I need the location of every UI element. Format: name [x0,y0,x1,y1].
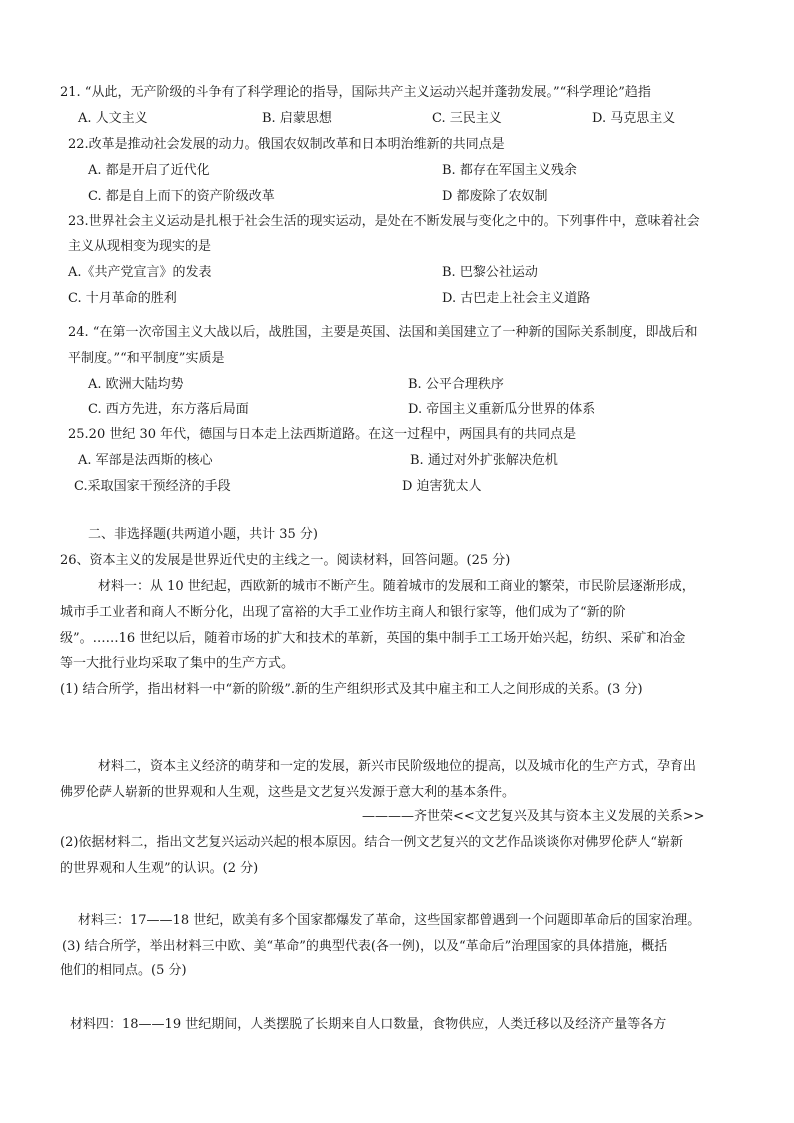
q23-option-d: D. 古巴走上社会主义道路 [442,291,591,306]
q22-option-b: B. 都存在军国主义残余 [442,163,577,178]
q21-option-c: C. 三民主义 [432,111,502,126]
material-2-line1: 材料二，资本主义经济的萌芽和一定的发展，新兴市民阶级地位的提高，以及城市化的生产方式，孕育出 [98,759,697,774]
q23-option-b: B. 巴黎公社运动 [442,265,538,280]
q21-stem: 21. “从此，无产阶级的斗争有了科学理论的指导，国际共产主义运动兴起并蓬勃发展。”“科学理论”趋指 [60,85,651,100]
material-2-source: ————齐世荣<<文艺复兴及其与资本主义发展的关系>> [362,809,705,824]
q21-option-b: B. 启蒙思想 [262,111,332,126]
q25-option-d: D 迫害犹太人 [402,479,482,494]
q22-option-a: A. 都是开启了近代化 [88,163,210,178]
material-1-line4: 等一大批行业均采取了集中的生产方式。 [60,656,295,671]
sub-question-3-line2: 他们的相同点。(5 分) [60,963,187,978]
q24-option-d: D. 帝国主义重新瓜分世界的体系 [408,402,596,417]
material-1-line2: 城市手工业者和商人不断分化，出现了富裕的大手工业作坊主商人和银行家等，他们成为了“新的阶 [60,605,626,620]
q24-stem-line2: 平制度。”“和平制度”实质是 [68,351,225,366]
q22-option-c: C. 都是自上而下的资产阶级改革 [88,189,275,204]
q24-option-c: C. 西方先进，东方落后局面 [88,402,249,417]
q23-stem-line2: 主义从现相变为现实的是 [68,239,212,254]
material-4: 材料四：18——19 世纪期间，人类摆脱了长期来自人口数量，食物供应，人类迁移以及经济产量等各方 [70,1017,667,1032]
q26-stem: 26、资本主义的发展是世界近代史的主线之一。阅读材料，回答问题。(25 分) [60,553,511,568]
material-1-line3: 级”。……16 世纪以后，随着市场的扩大和技术的革新，英国的集中制手工工场开始兴起，纺织、采矿和冶金 [60,631,686,646]
q21-option-a: A. 人文主义 [78,111,148,126]
q25-option-b: B. 通过对外扩张解决危机 [410,453,558,468]
material-1-line1: 材料一：从 10 世纪起，西欧新的城市不断产生。随着城市的发展和工商业的繁荣，市民阶层逐渐形成， [98,579,695,594]
q24-stem-line1: 24. “在第一次帝国主义大战以后，战胜国，主要是英国、法国和美国建立了一种新的国际关系制度，即战后和 [68,325,698,340]
sub-question-2-line2: 的世界观和人生观”的认识。(2 分) [60,861,259,876]
sub-question-1: (1) 结合所学，指出材料一中“新的阶级”.新的生产组织形式及其中雇主和工人之间形成的关系。(3 分) [60,682,643,697]
sub-question-3-line1: (3) 结合所学，举出材料三中欧、美“革命”的典型代表(各一例)，以及“革命后”治理国家的具体措施，概括 [62,939,668,954]
q23-option-a: A.《共产党宣言》的发表 [68,265,212,280]
q25-option-c: C.采取国家干预经济的手段 [74,479,231,494]
q23-stem-line1: 23.世界社会主义运动是扎根于社会生活的现实运动，是处在不断发展与变化之中的。下列事件中，意味着社会 [68,214,700,229]
q25-stem: 25.20 世纪 30 年代，德国与日本走上法西斯道路。在这一过程中，两国具有的共同点是 [68,427,577,442]
q22-stem: 22.改革是推动社会发展的动力。俄国农奴制改革和日本明治维新的共同点是 [68,137,505,152]
q23-option-c: C. 十月革命的胜利 [68,291,177,306]
material-3: 材料三：17——18 世纪，欧美有多个国家都爆发了革命，这些国家都曾遇到一个问题即革命后的国家治理。 [78,913,701,928]
material-2-line2: 佛罗伦萨人崭新的世界观和人生观，这些是文艺复兴发源于意大利的基本条件。 [60,785,516,800]
q24-option-b: B. 公平合理秩序 [408,377,504,392]
sub-question-2-line1: (2)依据材料二，指出文艺复兴运动兴起的根本原因。结合一例文艺复兴的文艺作品谈谈你对佛罗伦萨人“崭新 [60,835,684,850]
q22-option-d: D 都废除了农奴制 [442,189,548,204]
section-heading: 二、非选择题(共两道小题，共计 35 分) [88,527,318,542]
q21-option-d: D. 马克思主义 [592,111,676,126]
q25-option-a: A. 军部是法西斯的核心 [78,453,213,468]
q24-option-a: A. 欧洲大陆均势 [88,377,184,392]
